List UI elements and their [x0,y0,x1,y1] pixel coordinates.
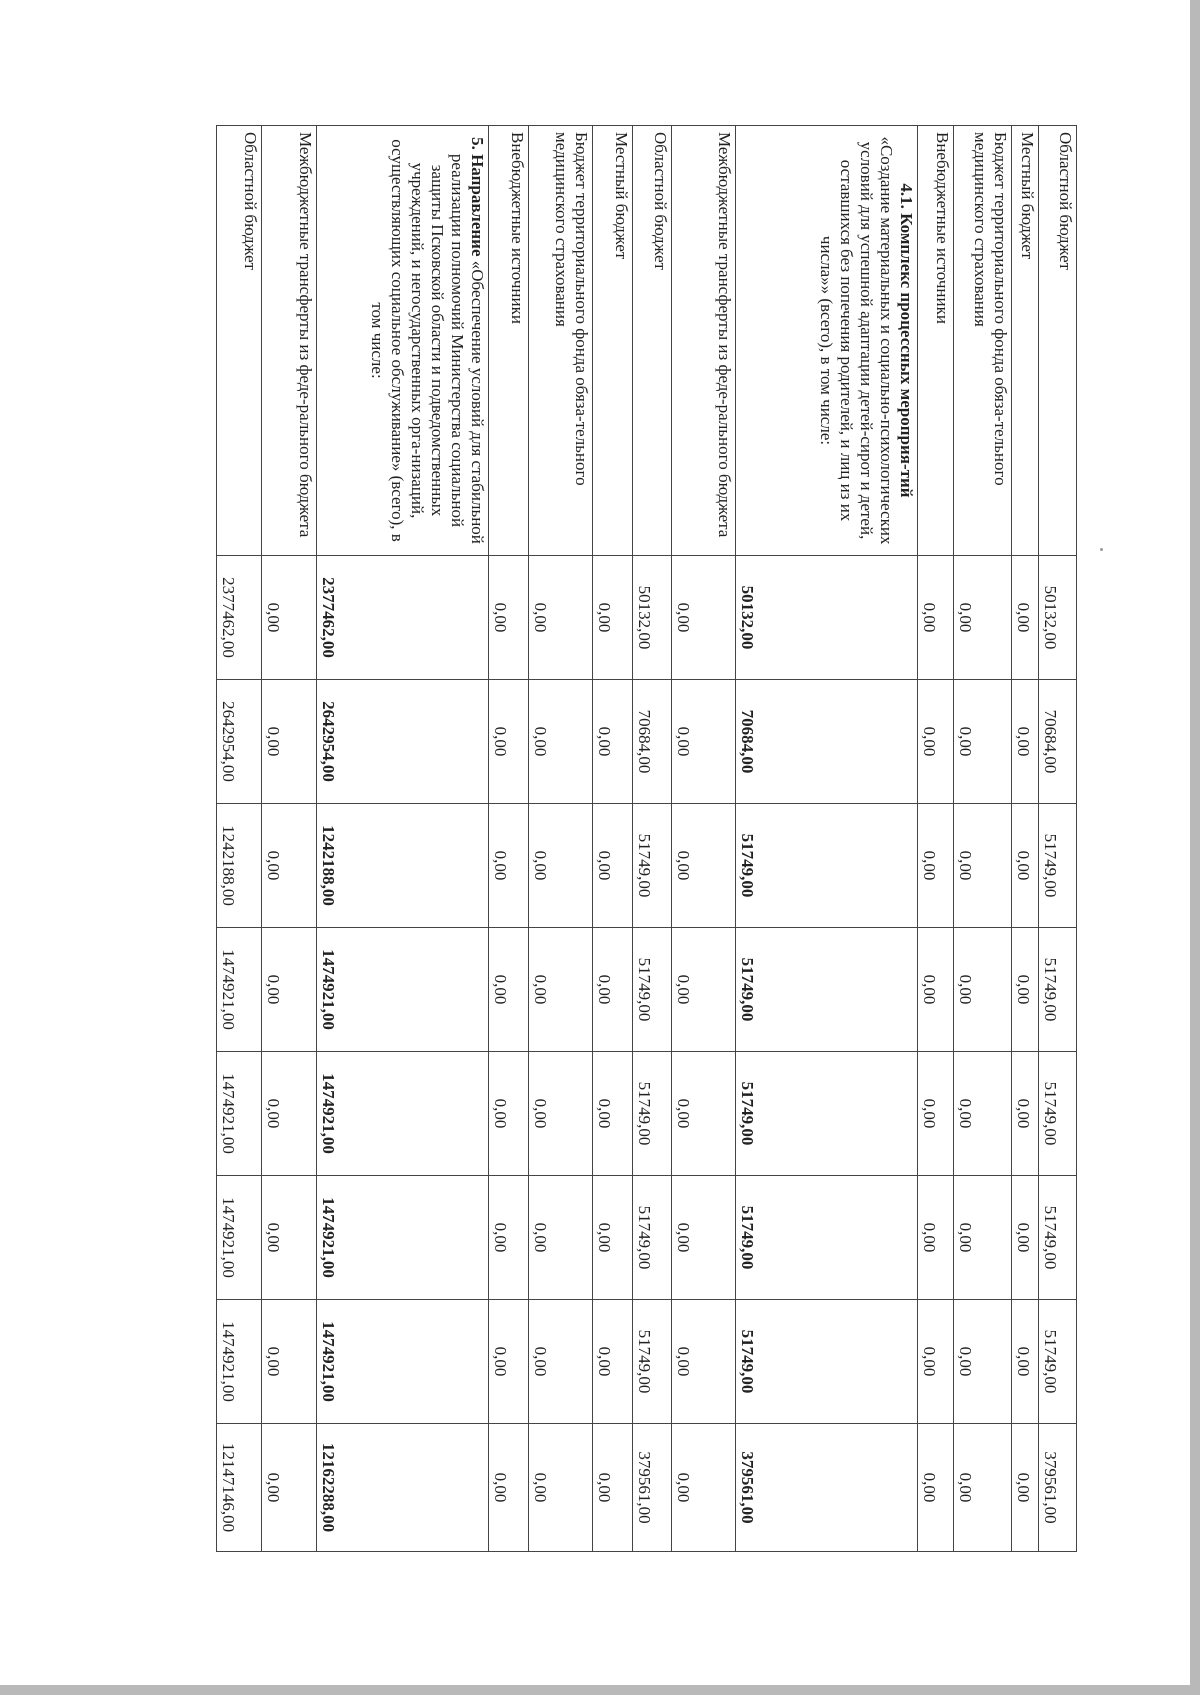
cell-value: 0,00 [954,1300,1012,1424]
cell-value: 0,00 [529,680,593,804]
cell-value: 0,00 [954,680,1012,804]
table-row [489,126,529,1552]
scan-speck [1100,548,1103,551]
cell-value: 0,00 [918,1300,954,1424]
cell-value: 51749,00 [633,928,672,1052]
row-label: Межбюджетные трансферты из феде-рального бюджета [672,126,736,556]
cell-value: 12162288,00 [317,1424,489,1552]
cell-value: 0,00 [593,928,633,1052]
cell-value: 12147146,00 [217,1424,262,1552]
cell-value: 0,00 [489,1424,529,1552]
cell-value: 0,00 [489,804,529,928]
row-label: Межбюджетные трансферты из феде-рального бюджета [262,126,317,556]
row-label: Бюджет территориального фонда обяза-тельного медицинского страхования [954,126,1012,556]
cell-value: 0,00 [1012,680,1039,804]
cell-value: 51749,00 [633,1176,672,1300]
cell-value: 0,00 [593,1424,633,1552]
cell-value: 0,00 [262,1424,317,1552]
row-label [317,126,489,556]
cell-value: 51749,00 [736,804,918,928]
cell-value: 0,00 [672,1424,736,1552]
row-label: Внебюджетные источники [489,126,529,556]
cell-value: 51749,00 [1039,1300,1077,1424]
cell-value: 0,00 [593,1300,633,1424]
cell-value: 1474921,00 [217,1300,262,1424]
row-label: Местный бюджет [1012,126,1039,556]
cell-value: 0,00 [954,1052,1012,1176]
table-row [633,126,672,1552]
cell-value: 0,00 [672,928,736,1052]
cell-value: 0,00 [672,556,736,680]
cell-value: 1474921,00 [317,928,489,1052]
cell-value: 0,00 [262,1176,317,1300]
cell-value: 0,00 [262,1300,317,1424]
cell-value: 2377462,00 [317,556,489,680]
table-row [672,126,736,1552]
cell-value: 0,00 [954,1176,1012,1300]
cell-value: 0,00 [529,1176,593,1300]
table-row [529,126,593,1552]
cell-value: 50132,00 [1039,556,1077,680]
cell-value: 51749,00 [1039,928,1077,1052]
row-label: Областной бюджет [1039,126,1077,556]
cell-value: 0,00 [954,804,1012,928]
cell-value: 0,00 [593,1176,633,1300]
cell-value: 0,00 [529,1052,593,1176]
cell-value: 379561,00 [1039,1424,1077,1552]
cell-value: 70684,00 [1039,680,1077,804]
table-row [217,126,262,1552]
cell-value: 379561,00 [633,1424,672,1552]
cell-value: 51749,00 [736,1052,918,1176]
cell-value: 0,00 [593,804,633,928]
cell-value: 0,00 [672,804,736,928]
cell-value: 0,00 [1012,804,1039,928]
row-label: Внебюджетные источники [918,126,954,556]
table-row [1012,126,1039,1552]
cell-value: 0,00 [672,1176,736,1300]
row-label: Бюджет территориального фонда обяза-тельного медицинского страхования [529,126,593,556]
row-label: Областной бюджет [217,126,262,556]
cell-value: 1474921,00 [317,1052,489,1176]
cell-value: 0,00 [262,1052,317,1176]
cell-value: 0,00 [489,556,529,680]
cell-value: 0,00 [672,1052,736,1176]
cell-value: 0,00 [529,1424,593,1552]
cell-value: 50132,00 [633,556,672,680]
row-label: Местный бюджет [593,126,633,556]
cell-value: 0,00 [918,1052,954,1176]
cell-value: 2377462,00 [217,556,262,680]
cell-value: 51749,00 [1039,1176,1077,1300]
row-label: Областной бюджет [633,126,672,556]
cell-value: 0,00 [593,1052,633,1176]
cell-value: 379561,00 [736,1424,918,1552]
cell-value: 0,00 [1012,556,1039,680]
cell-value: 0,00 [1012,1300,1039,1424]
cell-value: 0,00 [918,804,954,928]
cell-value: 1242188,00 [317,804,489,928]
cell-value: 0,00 [489,1300,529,1424]
cell-value: 0,00 [489,680,529,804]
table-row [1039,126,1077,1552]
cell-value: 1474921,00 [217,928,262,1052]
cell-value: 51749,00 [633,1300,672,1424]
table-row [262,126,317,1552]
cell-value: 70684,00 [736,680,918,804]
budget-table [216,125,1077,1552]
cell-value: 0,00 [918,928,954,1052]
cell-value: 51749,00 [633,804,672,928]
row-label [736,126,918,556]
row-label-rest: «Обеспечение условий для стабильной реализации полномочий Министерства социальной защиты Псковской области и подведомственных учреждений, и негосударственных орга-низаций, осуществляющих социальное обслуживание» (всего), в том числе: [368,139,487,544]
cell-value: 0,00 [918,556,954,680]
cell-value: 0,00 [918,1176,954,1300]
table-row [317,126,489,1552]
cell-value: 51749,00 [633,1052,672,1176]
cell-value: 1474921,00 [317,1176,489,1300]
cell-value: 50132,00 [736,556,918,680]
cell-value: 51749,00 [1039,804,1077,928]
cell-value: 0,00 [918,1424,954,1552]
table-row [918,126,954,1552]
cell-value: 0,00 [489,928,529,1052]
cell-value: 0,00 [1012,928,1039,1052]
cell-value: 0,00 [918,680,954,804]
cell-value: 1474921,00 [217,1052,262,1176]
cell-value: 0,00 [954,556,1012,680]
cell-value: 0,00 [593,556,633,680]
row-label-bold: 4.1. Комплекс процессных мероприя-тий [897,183,916,498]
cell-value: 0,00 [529,804,593,928]
cell-value: 2642954,00 [317,680,489,804]
cell-value: 0,00 [529,556,593,680]
table-row [736,126,918,1552]
cell-value: 1474921,00 [217,1176,262,1300]
cell-value: 0,00 [262,556,317,680]
cell-value: 51749,00 [736,928,918,1052]
cell-value: 0,00 [1012,1424,1039,1552]
table-row [593,126,633,1552]
cell-value: 0,00 [489,1176,529,1300]
table-row [954,126,1012,1552]
cell-value: 0,00 [262,928,317,1052]
cell-value: 0,00 [672,1300,736,1424]
row-label-bold: 5. Направление [468,137,487,257]
cell-value: 51749,00 [736,1176,918,1300]
cell-value: 2642954,00 [217,680,262,804]
rotated-table-wrapper [176,125,1077,1551]
cell-value: 0,00 [954,928,1012,1052]
cell-value: 0,00 [1012,1052,1039,1176]
cell-value: 70684,00 [633,680,672,804]
cell-value: 1242188,00 [217,804,262,928]
row-label-rest: «Создание материальных и социально-психологических условий для успешной адаптации детей-сирот и детей, оставшихся без попечения родителей, и лиц из их числа»» (всего), в том числе: [817,136,896,545]
cell-value: 0,00 [1012,1176,1039,1300]
cell-value: 51749,00 [736,1300,918,1424]
cell-value: 0,00 [262,804,317,928]
cell-value: 0,00 [593,680,633,804]
cell-value: 0,00 [529,1300,593,1424]
cell-value: 0,00 [262,680,317,804]
cell-value: 0,00 [529,928,593,1052]
cell-value: 0,00 [672,680,736,804]
cell-value: 51749,00 [1039,1052,1077,1176]
cell-value: 0,00 [489,1052,529,1176]
cell-value: 1474921,00 [317,1300,489,1424]
cell-value: 0,00 [954,1424,1012,1552]
